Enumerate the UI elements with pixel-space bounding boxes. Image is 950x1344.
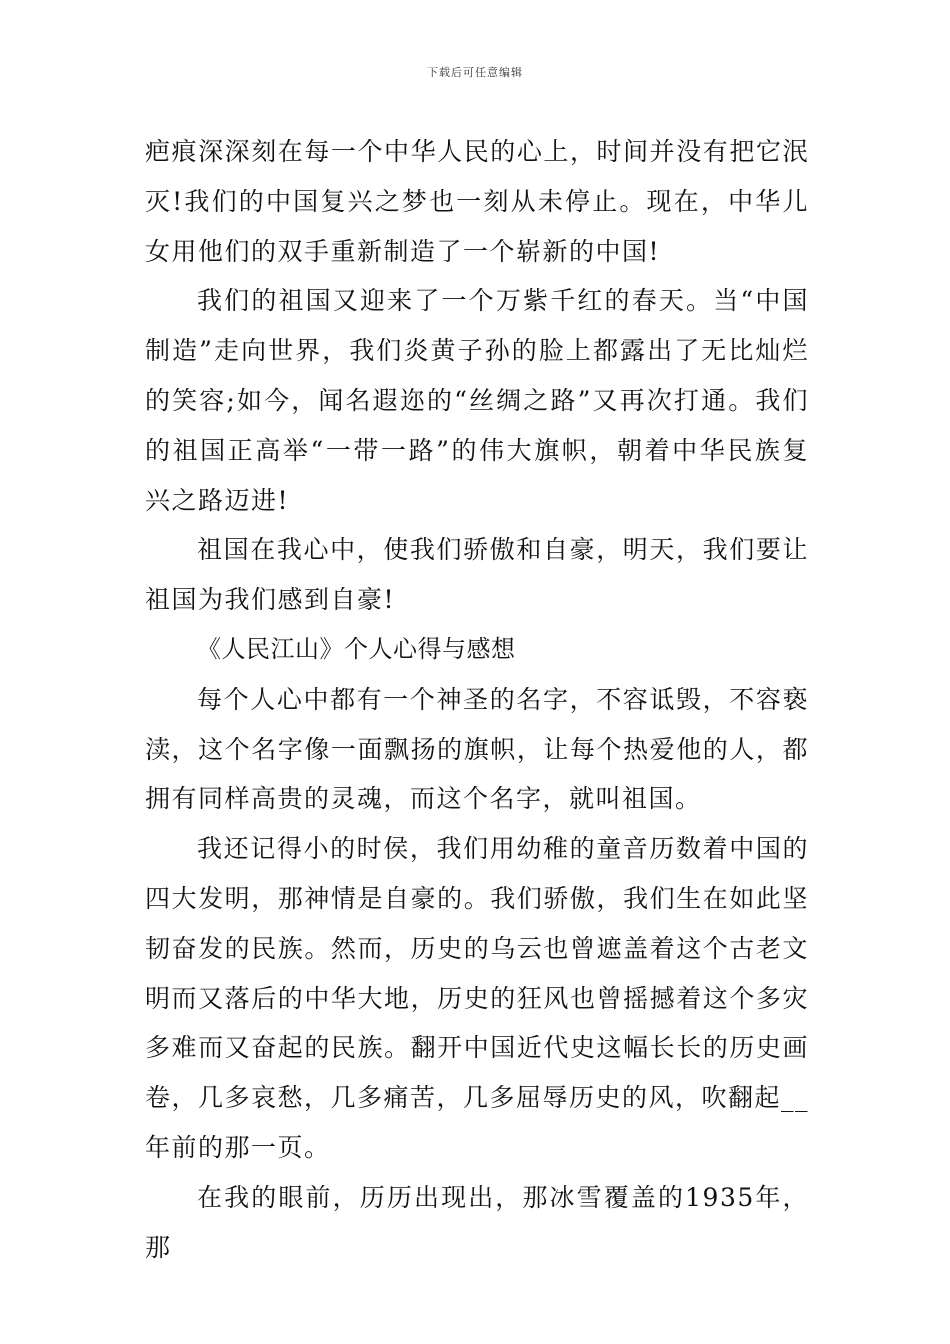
- paragraph-childhood: 我还记得小的时侯，我们用幼稚的童音历数着中国的四大发明，那神情是自豪的。我们骄傲，我们生在如此坚韧奋发的民族。然而，历史的乌云也曾遮盖着这个古老文明而又落后的中华大地，历史的狂风也曾摇撼着这个多灾多难而又奋起的民族。翻开中国近代史这幅长长的历史画卷，几多哀愁，几多痛苦，几多屈辱历史的风，吹翻起__年前的那一页。: [145, 834, 810, 1162]
- document-body: [145, 127, 809, 1272]
- page-header-note: 下载后可任意编辑: [427, 66, 523, 79]
- section-heading: 《人民江山》个人心得与感想: [197, 634, 516, 663]
- paragraph-1935: 在我的眼前，历历出现出，那冰雪覆盖的1935年，那: [145, 1182, 809, 1262]
- paragraph-sacred-name: 每个人心中都有一个神圣的名字，不容诋毁，不容亵渎，这个名字像一面飘扬的旗帜，让每个热爱他的人，都拥有同样高贵的灵魂，而这个名字，就叫祖国。: [145, 684, 809, 814]
- paragraph-continuation: 疤痕深深刻在每一个中华人民的心上，时间并没有把它泯灭!我们的中国复兴之梦也一刻从未停止。现在，中华儿女用他们的双手重新制造了一个崭新的中国!: [145, 137, 809, 266]
- paragraph-pride: 祖国在我心中，使我们骄傲和自豪，明天，我们要让祖国为我们感到自豪!: [145, 535, 809, 615]
- paragraph-spring: 我们的祖国又迎来了一个万紫千红的春天。当“中国制造”走向世界，我们炎黄子孙的脸上都露出了无比灿烂的笑容;如今，闻名遐迩的“丝绸之路”又再次打通。我们的祖国正高举“一带一路”的伟大旗帜，朝着中华民族复兴之路迈进!: [145, 286, 809, 515]
